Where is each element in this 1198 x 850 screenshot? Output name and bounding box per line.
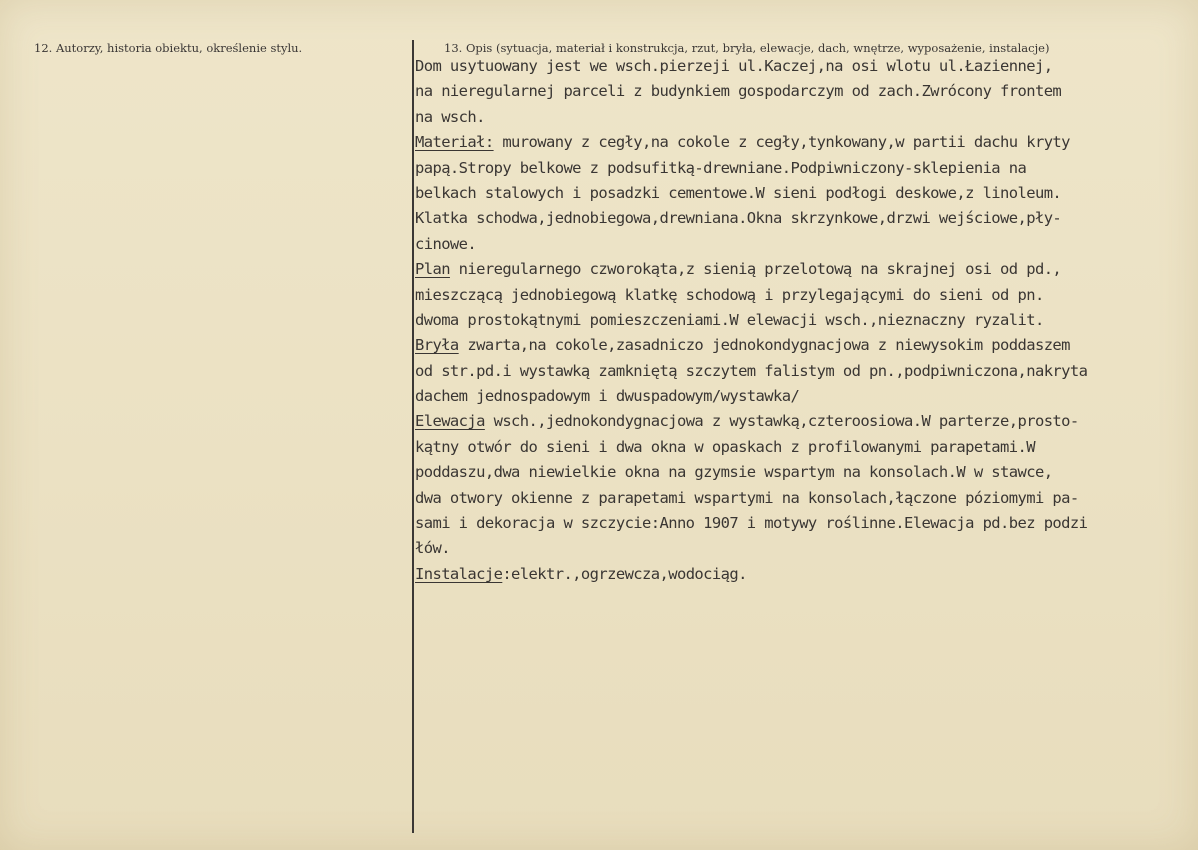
line-text: zwarta,na cokole,zasadniczo jednokondygnacjowa z niewysokim poddaszem xyxy=(458,336,1070,355)
section-label: Instalacje xyxy=(415,564,503,583)
description-line xyxy=(415,409,1195,434)
line-text: :elektr.,ogrzewcza,wodociąg. xyxy=(502,564,747,583)
description-line xyxy=(415,232,1195,257)
description-line xyxy=(415,130,1195,155)
line-text: od str.pd.i wystawką zamkniętą szczytem falistym od pn.,podpiwniczona,nakryta xyxy=(415,361,1088,380)
description-line xyxy=(415,359,1195,384)
line-text: na wsch. xyxy=(415,107,485,126)
line-text: dwa otwory okienne z parapetami wspartymi na konsolach,łączone póziomymi pa- xyxy=(415,488,1079,507)
line-text: wsch.,jednokondygnacjowa z wystawką,czteroosiowa.W parterze,prosto- xyxy=(484,412,1079,431)
description-line xyxy=(415,156,1195,181)
description-line xyxy=(415,333,1195,358)
description-line xyxy=(415,511,1195,536)
description-line xyxy=(415,181,1195,206)
line-text: cinowe. xyxy=(415,234,477,253)
description-line xyxy=(415,54,1195,79)
description-line xyxy=(415,536,1195,561)
section-label: Bryła xyxy=(415,336,459,355)
description-text xyxy=(415,54,1195,587)
field-12-heading: 12. Autorzy, historia obiektu, określenie stylu. xyxy=(34,41,303,55)
description-line xyxy=(415,486,1195,511)
line-text: murowany z cegły,na cokole z cegły,tynkowany,w partii dachu kryty xyxy=(493,133,1070,152)
description-line xyxy=(415,562,1195,587)
line-text: na nieregularnej parceli z budynkiem gospodarczym od zach.Zwrócony frontem xyxy=(415,82,1062,101)
column-divider xyxy=(412,40,414,833)
line-text: nieregularnego czworokąta,z sienią przelotową na skrajnej osi od pd., xyxy=(449,260,1062,279)
description-line xyxy=(415,206,1195,231)
description-line xyxy=(415,460,1195,485)
description-line xyxy=(415,308,1195,333)
line-text: belkach stalowych i posadzki cementowe.W sieni podłogi deskowe,z linoleum. xyxy=(415,183,1062,202)
line-text: Dom usytuowany jest we wsch.pierzeji ul.Kaczej,na osi wlotu ul.Łaziennej, xyxy=(415,57,1053,75)
line-text: papą.Stropy belkowe z podsufitką-drewniane.Podpiwniczony-sklepienia na xyxy=(415,158,1027,177)
section-label: Materiał: xyxy=(415,133,494,152)
section-label: Plan xyxy=(415,260,450,279)
line-text: sami i dekoracja w szczycie:Anno 1907 i motywy roślinne.Elewacja pd.bez podzi xyxy=(415,514,1088,533)
line-text: dwoma prostokątnymi pomieszczeniami.W elewacji wsch.,nieznaczny ryzalit. xyxy=(415,310,1044,329)
description-line xyxy=(415,384,1195,409)
description-line xyxy=(415,105,1195,130)
field-13-heading: 13. Opis (sytuacja, materiał i konstrukcja, rzut, bryła, elewacje, dach, wnętrze, wyposażenie, instalacje) xyxy=(444,41,1050,55)
section-label: Elewacja xyxy=(415,412,485,431)
line-text: mieszczącą jednobiegową klatkę schodową i przylegającymi do sieni od pn. xyxy=(415,285,1044,304)
line-text: łów. xyxy=(415,539,450,558)
description-line xyxy=(415,435,1195,460)
description-line xyxy=(415,79,1195,104)
description-line xyxy=(415,257,1195,282)
description-line xyxy=(415,283,1195,308)
line-text: dachem jednospadowym i dwuspadowym/wystawka/ xyxy=(415,387,800,406)
line-text: Klatka schodwa,jednobiegowa,drewniana.Okna skrzynkowe,drzwi wejściowe,pły- xyxy=(415,209,1062,228)
line-text: poddaszu,dwa niewielkie okna na gzymsie wspartym na konsolach.W w stawce, xyxy=(415,463,1053,482)
line-text: kątny otwór do sieni i dwa okna w opaskach z profilowanymi parapetami.W xyxy=(415,437,1035,456)
